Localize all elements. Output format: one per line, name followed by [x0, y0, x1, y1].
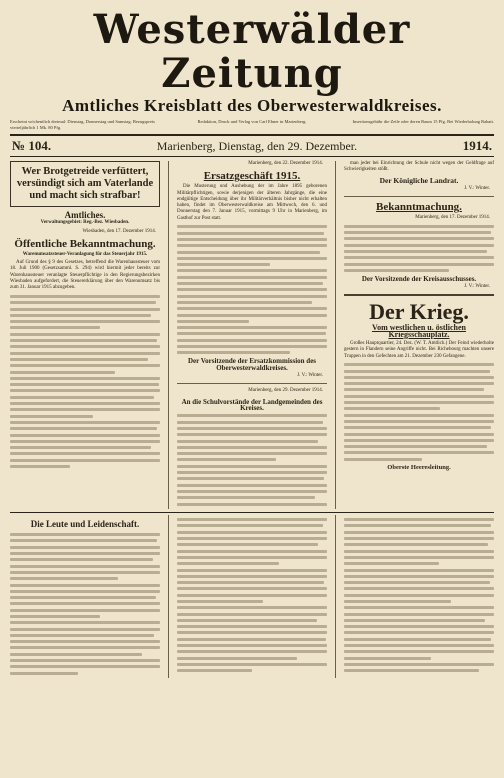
info-right: Insertionsgebühr die Zeile oder deren Raum 15 Pfg. Bei Wiederholung Rabatt.: [352, 119, 494, 124]
heading-kriegsschauplatz: Vom westlichen u. östlichen Kriegsschauplatz.: [372, 323, 466, 339]
text-lines-col3a: [344, 225, 494, 272]
column-1: [10, 161, 160, 509]
heading-amtliches: Amtliches.: [64, 210, 106, 220]
column-3: [344, 161, 494, 509]
issue-place-date: Marienberg, Dienstag, den 29. Dezember.: [156, 138, 358, 153]
signature-landrat: J. V.: Winter.: [464, 185, 490, 191]
place-date-4: Marienberg, den 17. Dezember 1914.: [415, 215, 490, 221]
paragraph-hauptquartier: Großes Hauptquartier, 24. Dez. (W. T. Amtlich.) Der Feind wiederholte gestern in Flandern seine Angriffe nicht. Bei Richebourg machten unsere Truppen in den Gefechten am 21. Dezember 230 Gefangene.: [344, 341, 494, 359]
bottom-column-3: [344, 515, 494, 678]
bottom-columns: [10, 515, 494, 678]
paragraph-steuer: Auf Grund des § 9 des Gesetzes, betreffend die Warenhaussteuer vom 18. Juli 1900 (Gesetzsamml. S. 294) wird hiermit jeder bereits zur Warenhaussteuer veranlagte Steuerpflichtige in den Regierungsbezirken Wiesbaden aufgefordert, die Steuererklärung über den Warenumsatz bis zum 31. Januar 1915 abzugeben.: [10, 260, 160, 291]
column-separator: [168, 161, 169, 509]
masthead-title: Westerwälder Zeitung: [93, 6, 411, 97]
heading-vorsitzende-kreis: Der Vorsitzende der Kreisausschusses.: [361, 274, 477, 283]
heading-krieg: Der Krieg.: [369, 299, 469, 325]
text-lines-bottom1: [10, 533, 160, 675]
bottom-column-1: [10, 515, 160, 678]
heading-landrat: Der Königliche Landrat.: [379, 175, 459, 185]
heading-schulvorstaende: An die Schulvorstände der Landgemeinden des Kreises.: [181, 397, 323, 412]
heading-ersatzgeschaeft: Ersatzgeschäft 1915.: [203, 170, 301, 183]
column-2: [177, 161, 327, 509]
text-lines-col2b: [177, 414, 327, 505]
issue-number: № 104.: [12, 138, 52, 153]
issue-year: 1914.: [462, 138, 492, 153]
column-separator: [335, 515, 336, 678]
heading-vorsitzende-ersatz: Der Vorsitzende der Ersatzkommission des Oberwesterwaldkreises.: [187, 357, 317, 372]
divider-col3b: [344, 294, 494, 296]
column-separator: [168, 515, 169, 678]
text-lines-bottom3: [344, 518, 494, 672]
info-center: Redaktion, Druck und Verlag von Carl Ebner in Marienberg.: [197, 119, 307, 124]
heading-bekanntmachung: Öffentliche Bekanntmachung.: [14, 237, 156, 250]
divider-col2: [177, 383, 327, 384]
heading-oberste-heeresleitung: Oberste Heeresleitung.: [387, 463, 451, 471]
place-date-1: Wiesbaden, den 17. Dezember 1914.: [82, 228, 156, 234]
place-date-2: Marienberg, den 22. Dezember 1914.: [248, 161, 323, 166]
paragraph-musterung: Die Musterung und Aushebung der im Jahre 1895 geborenen Militärpflichtigen, sowie derjenigen der älteren Jahrgänge, die eine endgültige Entscheidung über ihr Militärverhältnis bisher nicht erhalten haben, findet im Oberwesterwaldkreise am Mittwoch, den 6. und Donnerstag den 7. Januar 1915, vormittags 9 Uhr in Marienberg, im Gasthof zur Post statt.: [177, 184, 327, 221]
bottom-column-2: [177, 515, 327, 678]
text-lines-col3b: [344, 363, 494, 460]
masthead-subtitle: Amtliches Kreisblatt des Oberwesterwaldkreises.: [62, 96, 442, 115]
subheading-steuer: Warenumsatzsteuer-Veranlagung für das Steuerjahr 1915.: [22, 251, 148, 257]
paragraph-top-col3: man jeder bei Einrichtung der Schule nicht wegen der Geldfrage auf Schwierigkeiten stößt.: [344, 161, 494, 173]
org-line: Verwaltungsgebiet: Reg.-Bez. Wiesbaden.: [40, 220, 130, 226]
info-left: Erscheint wöchentlich dreimal: Dienstag, Donnerstag und Samstag. Bezugspreis vierteljährlich 1 Mk. 80 Pfg.: [10, 119, 155, 130]
notice-box: Wer Brotgetreide verfüttert, versündigt sich am Vaterlande und macht sich strafbar!: [10, 161, 160, 207]
text-lines-col2a: [177, 225, 327, 354]
dateline: [10, 134, 494, 157]
main-columns: [10, 161, 494, 509]
signature-col2: J. V.: Winter.: [297, 372, 323, 378]
feuilleton-divider: [10, 512, 494, 513]
text-lines-col1: [10, 295, 160, 468]
signature-col3: J. V.: Winter.: [464, 284, 490, 290]
text-lines-bottom2: [177, 518, 327, 672]
divider-col3a: [344, 196, 494, 197]
heading-bekanntmachung-2: Bekanntmachung.: [376, 201, 462, 214]
heading-leute-leidenschaft: Die Leute und Leidenschaft.: [30, 518, 140, 529]
place-date-3: Marienberg, den 29. Dezember 1914.: [248, 388, 323, 394]
masthead-info: [10, 119, 494, 131]
column-separator: [335, 161, 336, 509]
